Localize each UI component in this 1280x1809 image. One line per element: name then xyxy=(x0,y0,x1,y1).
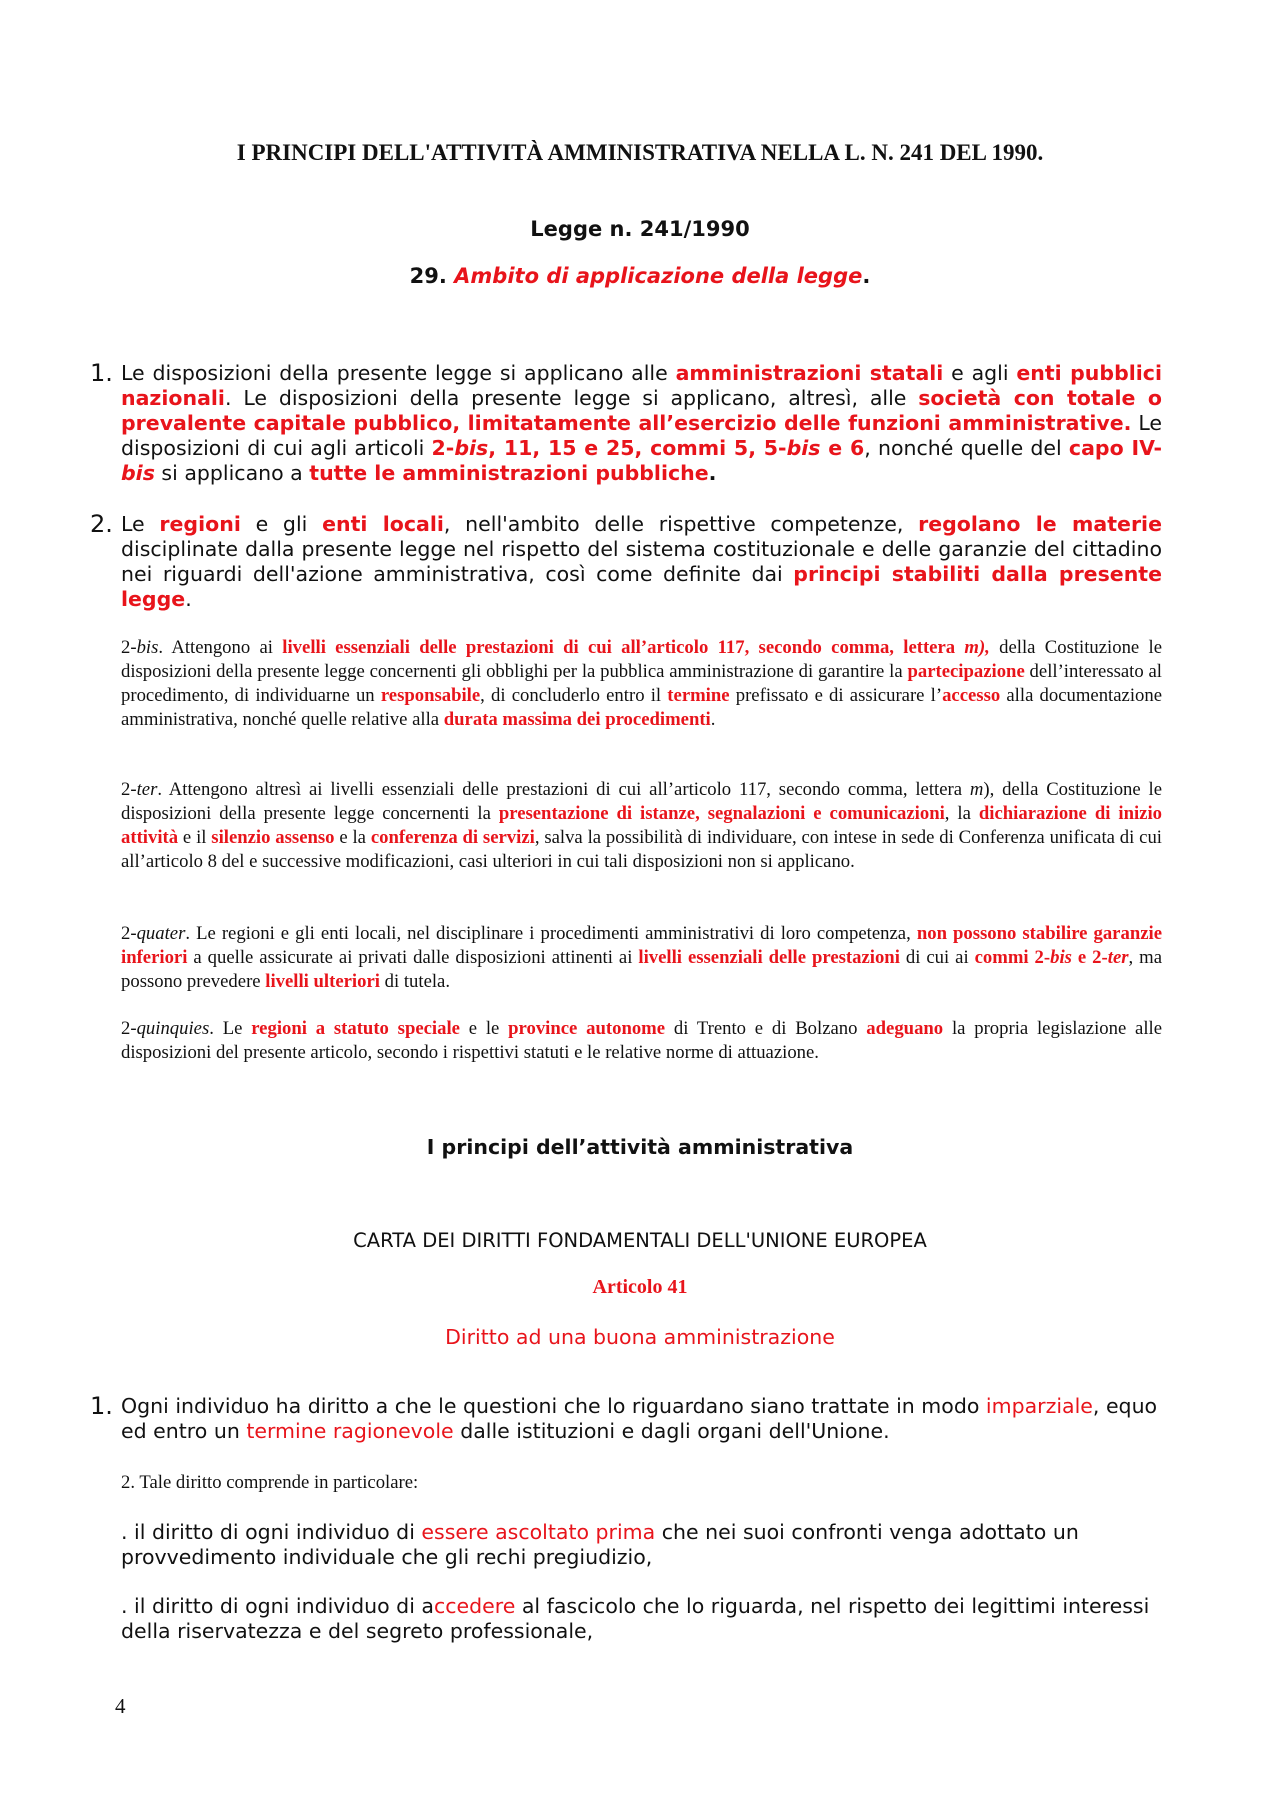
list-item-text: Le regioni e gli enti locali, nell'ambito delle rispettive competenze, regolano le materie disciplinate dalla presente legge nel rispetto del sistema costituzionale e delle garanzie del cittadino nei riguardi dell'azione amministrativa, così come definite dai principi stabiliti dalla presente legge. xyxy=(121,512,1162,611)
charter-title: CARTA DEI DIRITTI FONDAMENTALI DELL'UNIONE EUROPEA xyxy=(353,1229,927,1252)
charter-item-2b: . il diritto di ogni individuo di accedere al fascicolo che lo riguarda, nel rispetto dei legittimi interessi della riservatezza e del segreto professionale, xyxy=(121,1594,1150,1643)
article-29-number: 29. xyxy=(409,264,447,288)
charter-item-2-intro: 2. Tale diritto comprende in particolare: xyxy=(121,1472,419,1493)
charter-item-2a: . il diritto di ogni individuo di essere ascoltato prima che nei suoi confronti venga adottato un provvedimento individuale che gli rechi pregiudizio, xyxy=(121,1520,1079,1569)
page-number: 4 xyxy=(115,1694,126,1718)
article-29-title: Ambito di applicazione della legge xyxy=(454,264,863,288)
list-item-2 xyxy=(90,512,1162,612)
list-number: 1. xyxy=(90,1392,113,1420)
article-29-heading: 29. Ambito di applicazione della legge. xyxy=(409,264,871,288)
list-item-text: Ogni individuo ha diritto a che le questioni che lo riguardano siano trattate in modo imparziale, equo ed entro un termine ragionevole dalle istituzioni e dagli organi dell'Unione. xyxy=(121,1394,1158,1443)
section-heading: I principi dell’attività amministrativa xyxy=(426,1135,854,1159)
article-41-title: Diritto ad una buona amministrazione xyxy=(445,1325,835,1349)
list-item-1 xyxy=(90,361,1162,486)
article-41-heading: Articolo 41 xyxy=(592,1276,688,1298)
list-number: 1. xyxy=(90,359,113,387)
law-label: Legge n. 241/1990 xyxy=(530,217,750,241)
list-number: 2. xyxy=(90,510,113,538)
paragraph-2-quater: 2-quater. Le regioni e gli enti locali, nel disciplinare i procedimenti amministrativi di loro competenza, non possono stabilire garanzie inferiori a quelle assicurate ai privati dalle disposizioni attinenti ai livelli essenziali delle prestazioni di cui ai commi 2-bis e 2-ter, ma possono prevedere livelli ulteriori di tutela. xyxy=(121,923,1162,992)
paragraph-2-quinquies: 2-quinquies. Le regioni a statuto speciale e le province autonome di Trento e di Bolzano adeguano la propria legislazione alle disposizioni del presente articolo, secondo i rispettivi statuti e le relative norme di attuazione. xyxy=(121,1018,1163,1063)
paragraph-2-bis: 2-bis. Attengono ai livelli essenziali delle prestazioni di cui all’articolo 117, secondo comma, lettera m), della Costituzione le disposizioni della presente legge concernenti gli obblighi per la pubblica amministrazione di garantire la partecipazione dell’interessato al procedimento, di individuarne un responsabile, di concluderlo entro il termine prefissato e di assicurare l’accesso alla documentazione amministrativa, nonché quelle relative alla durata massima dei procedimenti. xyxy=(121,637,1163,730)
charter-list-item-1 xyxy=(90,1394,1162,1444)
list-item-text: Le disposizioni della presente legge si applicano alle amministrazioni statali e agli enti pubblici nazionali. Le disposizioni della presente legge si applicano, altresì, alle società con totale o prevalente capitale pubblico, limitatamente all’esercizio delle funzioni amministrative. Le disposizioni di cui agli articoli 2-bis, 11, 15 e 25, commi 5, 5-bis e 6, nonché quelle del capo IV-bis si applicano a tutte le amministrazioni pubbliche. xyxy=(121,361,1162,485)
paragraph-2-ter: 2-ter. Attengono altresì ai livelli essenziali delle prestazioni di cui all’articolo 117, secondo comma, lettera m), della Costituzione le disposizioni della presente legge concernenti la presentazione di istanze, segnalazioni e comunicazioni, la dichiarazione di inizio attività e il silenzio assenso e la conferenza di servizi, salva la possibilità di individuare, con intese in sede di Conferenza unificata di cui all’articolo 8 del e successive modificazioni, casi ulteriori in cui tali disposizioni non si applicano. xyxy=(121,779,1162,872)
document-title: I PRINCIPI DELL'ATTIVITÀ AMMINISTRATIVA NELLA L. N. 241 DEL 1990. xyxy=(236,140,1044,165)
